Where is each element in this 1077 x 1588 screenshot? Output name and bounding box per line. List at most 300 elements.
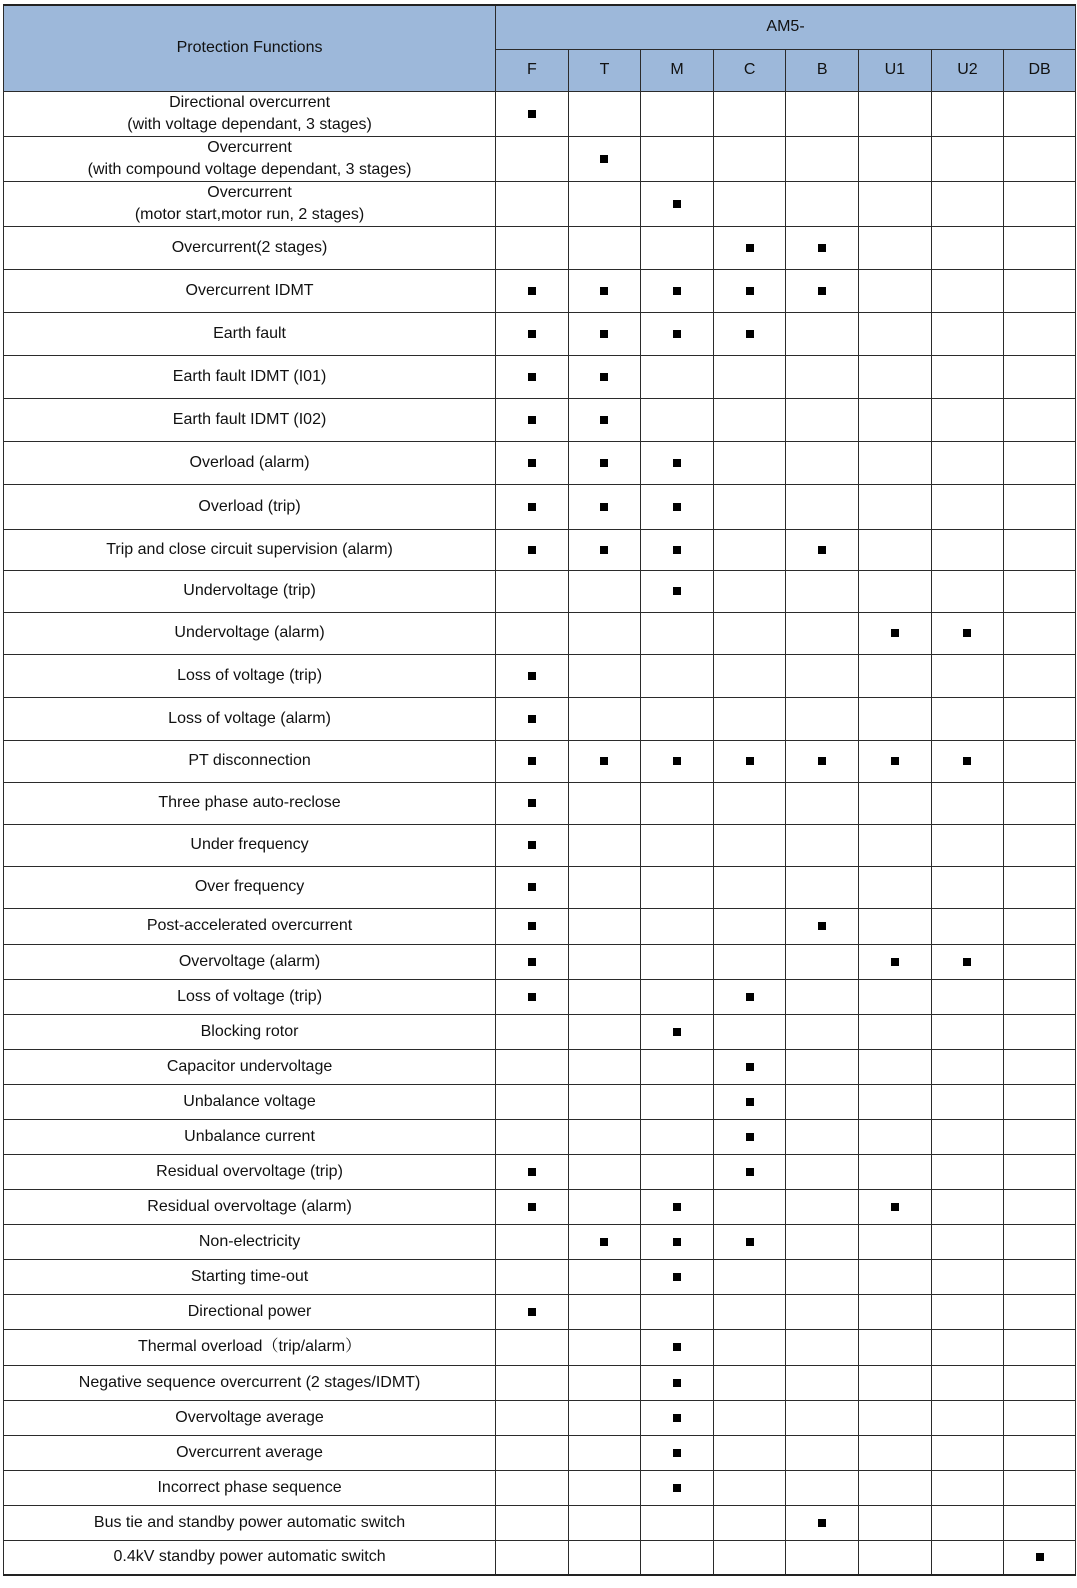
support-cell-b — [786, 529, 859, 570]
support-cell-db — [1004, 654, 1076, 697]
support-cell-c — [713, 908, 786, 944]
function-name-cell: Overvoltage (alarm) — [4, 944, 496, 979]
function-name-cell: Undervoltage (alarm) — [4, 612, 496, 654]
support-cell-c — [713, 1084, 786, 1119]
support-cell-u1 — [859, 355, 932, 398]
support-cell-t — [568, 697, 641, 740]
supported-mark-icon — [673, 1028, 681, 1036]
support-cell-u2 — [931, 269, 1004, 312]
supported-mark-icon — [528, 110, 536, 118]
support-cell-db — [1004, 1014, 1076, 1049]
support-cell-u1 — [859, 866, 932, 908]
support-cell-f — [496, 529, 569, 570]
supported-mark-icon — [528, 841, 536, 849]
support-cell-t — [568, 782, 641, 824]
support-cell-b — [786, 866, 859, 908]
support-cell-u1 — [859, 1189, 932, 1224]
support-cell-c — [713, 269, 786, 312]
support-cell-t — [568, 740, 641, 782]
support-cell-u1 — [859, 1540, 932, 1575]
protection-functions-header: Protection Functions — [4, 5, 496, 91]
support-cell-t — [568, 570, 641, 612]
support-cell-f — [496, 355, 569, 398]
supported-mark-icon — [600, 1238, 608, 1246]
support-cell-t — [568, 441, 641, 484]
support-cell-m — [641, 1400, 714, 1435]
support-cell-u2 — [931, 1294, 1004, 1329]
supported-mark-icon — [673, 587, 681, 595]
function-name-cell: Undervoltage (trip) — [4, 570, 496, 612]
support-cell-c — [713, 654, 786, 697]
support-cell-b — [786, 1189, 859, 1224]
support-cell-f — [496, 570, 569, 612]
supported-mark-icon — [818, 546, 826, 554]
support-cell-b — [786, 1329, 859, 1365]
supported-mark-icon — [528, 672, 536, 680]
supported-mark-icon — [528, 503, 536, 511]
support-cell-f — [496, 441, 569, 484]
support-cell-m — [641, 570, 714, 612]
support-cell-u1 — [859, 181, 932, 226]
supported-mark-icon — [746, 1168, 754, 1176]
table-row — [4, 226, 1076, 269]
support-cell-u2 — [931, 1505, 1004, 1540]
support-cell-u1 — [859, 1400, 932, 1435]
support-cell-b — [786, 1505, 859, 1540]
model-header-t: T — [568, 49, 641, 91]
support-cell-m — [641, 944, 714, 979]
support-cell-u1 — [859, 1014, 932, 1049]
supported-mark-icon — [528, 1308, 536, 1316]
support-cell-db — [1004, 612, 1076, 654]
support-cell-u1 — [859, 1505, 932, 1540]
support-cell-f — [496, 1400, 569, 1435]
support-cell-u2 — [931, 908, 1004, 944]
support-cell-b — [786, 824, 859, 866]
support-cell-c — [713, 441, 786, 484]
supported-mark-icon — [818, 244, 826, 252]
supported-mark-icon — [746, 757, 754, 765]
supported-mark-icon — [1036, 1553, 1044, 1561]
support-cell-f — [496, 91, 569, 136]
supported-mark-icon — [673, 1414, 681, 1422]
function-name-cell: Unbalance current — [4, 1119, 496, 1154]
table-row — [4, 944, 1076, 979]
supported-mark-icon — [673, 1484, 681, 1492]
support-cell-t — [568, 312, 641, 355]
support-cell-db — [1004, 529, 1076, 570]
support-cell-m — [641, 1049, 714, 1084]
table-row — [4, 1154, 1076, 1189]
supported-mark-icon — [891, 757, 899, 765]
table-row — [4, 1259, 1076, 1294]
support-cell-u1 — [859, 1154, 932, 1189]
support-cell-m — [641, 1540, 714, 1575]
support-cell-u2 — [931, 136, 1004, 181]
supported-mark-icon — [891, 629, 899, 637]
support-cell-m — [641, 1189, 714, 1224]
support-cell-u2 — [931, 1084, 1004, 1119]
support-cell-m — [641, 1294, 714, 1329]
supported-mark-icon — [528, 922, 536, 930]
support-cell-b — [786, 1540, 859, 1575]
support-cell-u1 — [859, 1365, 932, 1400]
support-cell-u1 — [859, 91, 932, 136]
function-name-cell: Unbalance voltage — [4, 1084, 496, 1119]
support-cell-db — [1004, 1224, 1076, 1259]
support-cell-t — [568, 824, 641, 866]
support-cell-m — [641, 441, 714, 484]
support-cell-u2 — [931, 1329, 1004, 1365]
table-row — [4, 654, 1076, 697]
support-cell-f — [496, 740, 569, 782]
model-group-header: AM5- — [496, 5, 1076, 49]
support-cell-f — [496, 269, 569, 312]
supported-mark-icon — [528, 330, 536, 338]
support-cell-f — [496, 1470, 569, 1505]
support-cell-u1 — [859, 1259, 932, 1294]
supported-mark-icon — [528, 993, 536, 1001]
support-cell-t — [568, 484, 641, 529]
support-cell-b — [786, 979, 859, 1014]
support-cell-c — [713, 1470, 786, 1505]
support-cell-f — [496, 1154, 569, 1189]
support-cell-c — [713, 1014, 786, 1049]
supported-mark-icon — [528, 799, 536, 807]
supported-mark-icon — [528, 757, 536, 765]
supported-mark-icon — [673, 1379, 681, 1387]
table-row — [4, 1435, 1076, 1470]
support-cell-u2 — [931, 1540, 1004, 1575]
support-cell-u2 — [931, 824, 1004, 866]
table-row — [4, 529, 1076, 570]
support-cell-db — [1004, 1365, 1076, 1400]
supported-mark-icon — [600, 155, 608, 163]
support-cell-c — [713, 91, 786, 136]
support-cell-c — [713, 1329, 786, 1365]
table-row — [4, 484, 1076, 529]
support-cell-c — [713, 355, 786, 398]
support-cell-f — [496, 908, 569, 944]
support-cell-u1 — [859, 908, 932, 944]
support-cell-b — [786, 944, 859, 979]
support-cell-b — [786, 782, 859, 824]
support-cell-u1 — [859, 1470, 932, 1505]
supported-mark-icon — [600, 287, 608, 295]
support-cell-db — [1004, 1084, 1076, 1119]
support-cell-u1 — [859, 697, 932, 740]
support-cell-t — [568, 269, 641, 312]
support-cell-m — [641, 484, 714, 529]
function-name-cell: Blocking rotor — [4, 1014, 496, 1049]
supported-mark-icon — [818, 757, 826, 765]
support-cell-c — [713, 782, 786, 824]
support-cell-t — [568, 1365, 641, 1400]
function-name-cell: Overcurrent IDMT — [4, 269, 496, 312]
support-cell-m — [641, 226, 714, 269]
supported-mark-icon — [673, 1449, 681, 1457]
function-name-cell: Overload (alarm) — [4, 441, 496, 484]
supported-mark-icon — [818, 287, 826, 295]
supported-mark-icon — [600, 373, 608, 381]
supported-mark-icon — [963, 629, 971, 637]
support-cell-b — [786, 398, 859, 441]
supported-mark-icon — [528, 1168, 536, 1176]
supported-mark-icon — [528, 373, 536, 381]
support-cell-u2 — [931, 944, 1004, 979]
function-name-cell: Non-electricity — [4, 1224, 496, 1259]
support-cell-f — [496, 398, 569, 441]
supported-mark-icon — [528, 287, 536, 295]
support-cell-f — [496, 1259, 569, 1294]
support-cell-c — [713, 484, 786, 529]
support-cell-db — [1004, 1259, 1076, 1294]
support-cell-db — [1004, 908, 1076, 944]
support-cell-u1 — [859, 226, 932, 269]
support-cell-db — [1004, 1119, 1076, 1154]
supported-mark-icon — [818, 1519, 826, 1527]
function-name-cell: Overvoltage average — [4, 1400, 496, 1435]
support-cell-m — [641, 1505, 714, 1540]
support-cell-db — [1004, 740, 1076, 782]
function-name-cell: Overcurrent (motor start,motor run, 2 stages) — [4, 181, 496, 226]
support-cell-m — [641, 91, 714, 136]
support-cell-u2 — [931, 654, 1004, 697]
support-cell-c — [713, 1049, 786, 1084]
support-cell-c — [713, 181, 786, 226]
supported-mark-icon — [600, 416, 608, 424]
support-cell-t — [568, 1014, 641, 1049]
table-row — [4, 1049, 1076, 1084]
table-row — [4, 441, 1076, 484]
support-cell-f — [496, 697, 569, 740]
support-cell-u1 — [859, 398, 932, 441]
supported-mark-icon — [673, 1273, 681, 1281]
function-name-cell: Trip and close circuit supervision (alarm) — [4, 529, 496, 570]
table-row — [4, 1365, 1076, 1400]
supported-mark-icon — [600, 503, 608, 511]
support-cell-u2 — [931, 355, 1004, 398]
support-cell-u1 — [859, 484, 932, 529]
support-cell-f — [496, 1014, 569, 1049]
support-cell-m — [641, 824, 714, 866]
support-cell-t — [568, 1224, 641, 1259]
table-row — [4, 269, 1076, 312]
support-cell-b — [786, 740, 859, 782]
support-cell-t — [568, 398, 641, 441]
table-row — [4, 1119, 1076, 1154]
support-cell-u2 — [931, 226, 1004, 269]
support-cell-c — [713, 866, 786, 908]
support-cell-db — [1004, 944, 1076, 979]
support-cell-b — [786, 1259, 859, 1294]
support-cell-b — [786, 570, 859, 612]
support-cell-b — [786, 269, 859, 312]
support-cell-db — [1004, 697, 1076, 740]
support-cell-c — [713, 1154, 786, 1189]
table-row — [4, 312, 1076, 355]
support-cell-t — [568, 944, 641, 979]
support-cell-db — [1004, 1189, 1076, 1224]
support-cell-u2 — [931, 1435, 1004, 1470]
support-cell-t — [568, 91, 641, 136]
support-cell-db — [1004, 1470, 1076, 1505]
supported-mark-icon — [746, 287, 754, 295]
support-cell-u1 — [859, 824, 932, 866]
model-header-u1: U1 — [859, 49, 932, 91]
model-header-u2: U2 — [931, 49, 1004, 91]
supported-mark-icon — [673, 1203, 681, 1211]
support-cell-t — [568, 654, 641, 697]
function-name-cell: Directional power — [4, 1294, 496, 1329]
support-cell-u1 — [859, 1084, 932, 1119]
support-cell-b — [786, 1224, 859, 1259]
table-row — [4, 782, 1076, 824]
table-row — [4, 1329, 1076, 1365]
support-cell-f — [496, 1294, 569, 1329]
support-cell-c — [713, 1540, 786, 1575]
support-cell-db — [1004, 441, 1076, 484]
support-cell-u2 — [931, 398, 1004, 441]
support-cell-u1 — [859, 1049, 932, 1084]
support-cell-u1 — [859, 654, 932, 697]
table-row — [4, 181, 1076, 226]
support-cell-m — [641, 782, 714, 824]
support-cell-t — [568, 1294, 641, 1329]
support-cell-f — [496, 944, 569, 979]
function-name-cell: Earth fault IDMT (I01) — [4, 355, 496, 398]
model-header-m: M — [641, 49, 714, 91]
supported-mark-icon — [673, 503, 681, 511]
support-cell-t — [568, 1329, 641, 1365]
support-cell-c — [713, 697, 786, 740]
support-cell-b — [786, 1435, 859, 1470]
support-cell-t — [568, 612, 641, 654]
support-cell-t — [568, 136, 641, 181]
support-cell-b — [786, 1470, 859, 1505]
support-cell-u1 — [859, 740, 932, 782]
support-cell-b — [786, 908, 859, 944]
support-cell-u1 — [859, 312, 932, 355]
support-cell-u2 — [931, 1224, 1004, 1259]
support-cell-db — [1004, 570, 1076, 612]
table-row — [4, 1470, 1076, 1505]
table-row — [4, 612, 1076, 654]
table-row — [4, 824, 1076, 866]
support-cell-b — [786, 1014, 859, 1049]
support-cell-t — [568, 979, 641, 1014]
support-cell-m — [641, 1014, 714, 1049]
support-cell-b — [786, 91, 859, 136]
function-name-cell: Thermal overload（trip/alarm） — [4, 1329, 496, 1365]
support-cell-f — [496, 1365, 569, 1400]
support-cell-u2 — [931, 1119, 1004, 1154]
support-cell-u2 — [931, 740, 1004, 782]
function-name-cell: Overcurrent(2 stages) — [4, 226, 496, 269]
table-row — [4, 740, 1076, 782]
supported-mark-icon — [528, 459, 536, 467]
table-header — [4, 5, 1076, 91]
support-cell-m — [641, 1329, 714, 1365]
support-cell-c — [713, 1224, 786, 1259]
support-cell-db — [1004, 1505, 1076, 1540]
support-cell-m — [641, 136, 714, 181]
support-cell-t — [568, 1049, 641, 1084]
support-cell-b — [786, 697, 859, 740]
support-cell-c — [713, 529, 786, 570]
support-cell-t — [568, 181, 641, 226]
supported-mark-icon — [528, 883, 536, 891]
function-name-cell: Loss of voltage (trip) — [4, 654, 496, 697]
support-cell-c — [713, 824, 786, 866]
function-name-cell: Incorrect phase sequence — [4, 1470, 496, 1505]
support-cell-db — [1004, 1329, 1076, 1365]
support-cell-u2 — [931, 1014, 1004, 1049]
support-cell-db — [1004, 136, 1076, 181]
support-cell-m — [641, 654, 714, 697]
support-cell-t — [568, 866, 641, 908]
support-cell-u2 — [931, 312, 1004, 355]
function-name-cell: Loss of voltage (alarm) — [4, 697, 496, 740]
function-name-cell: Starting time-out — [4, 1259, 496, 1294]
support-cell-m — [641, 355, 714, 398]
table-row — [4, 1189, 1076, 1224]
table-row — [4, 1400, 1076, 1435]
support-cell-f — [496, 654, 569, 697]
support-cell-f — [496, 1435, 569, 1470]
support-cell-db — [1004, 1540, 1076, 1575]
support-cell-db — [1004, 866, 1076, 908]
support-cell-m — [641, 1084, 714, 1119]
support-cell-m — [641, 529, 714, 570]
table-row — [4, 1224, 1076, 1259]
support-cell-c — [713, 1119, 786, 1154]
support-cell-m — [641, 740, 714, 782]
support-cell-db — [1004, 312, 1076, 355]
support-cell-m — [641, 269, 714, 312]
support-cell-b — [786, 1049, 859, 1084]
support-cell-f — [496, 1505, 569, 1540]
support-cell-m — [641, 181, 714, 226]
function-name-cell: Three phase auto-reclose — [4, 782, 496, 824]
support-cell-db — [1004, 1294, 1076, 1329]
support-cell-b — [786, 1084, 859, 1119]
support-cell-c — [713, 1435, 786, 1470]
support-cell-u2 — [931, 570, 1004, 612]
supported-mark-icon — [673, 459, 681, 467]
support-cell-f — [496, 1189, 569, 1224]
function-name-cell: Overload (trip) — [4, 484, 496, 529]
support-cell-u2 — [931, 1154, 1004, 1189]
table-row — [4, 136, 1076, 181]
support-cell-f — [496, 181, 569, 226]
support-cell-m — [641, 1154, 714, 1189]
support-cell-u1 — [859, 269, 932, 312]
support-cell-b — [786, 181, 859, 226]
table-row — [4, 1014, 1076, 1049]
support-cell-t — [568, 1259, 641, 1294]
support-cell-c — [713, 979, 786, 1014]
support-cell-f — [496, 1084, 569, 1119]
support-cell-t — [568, 908, 641, 944]
support-cell-c — [713, 944, 786, 979]
support-cell-db — [1004, 226, 1076, 269]
support-cell-u2 — [931, 529, 1004, 570]
support-cell-u2 — [931, 612, 1004, 654]
function-name-cell: Residual overvoltage (trip) — [4, 1154, 496, 1189]
supported-mark-icon — [600, 757, 608, 765]
support-cell-u2 — [931, 1365, 1004, 1400]
